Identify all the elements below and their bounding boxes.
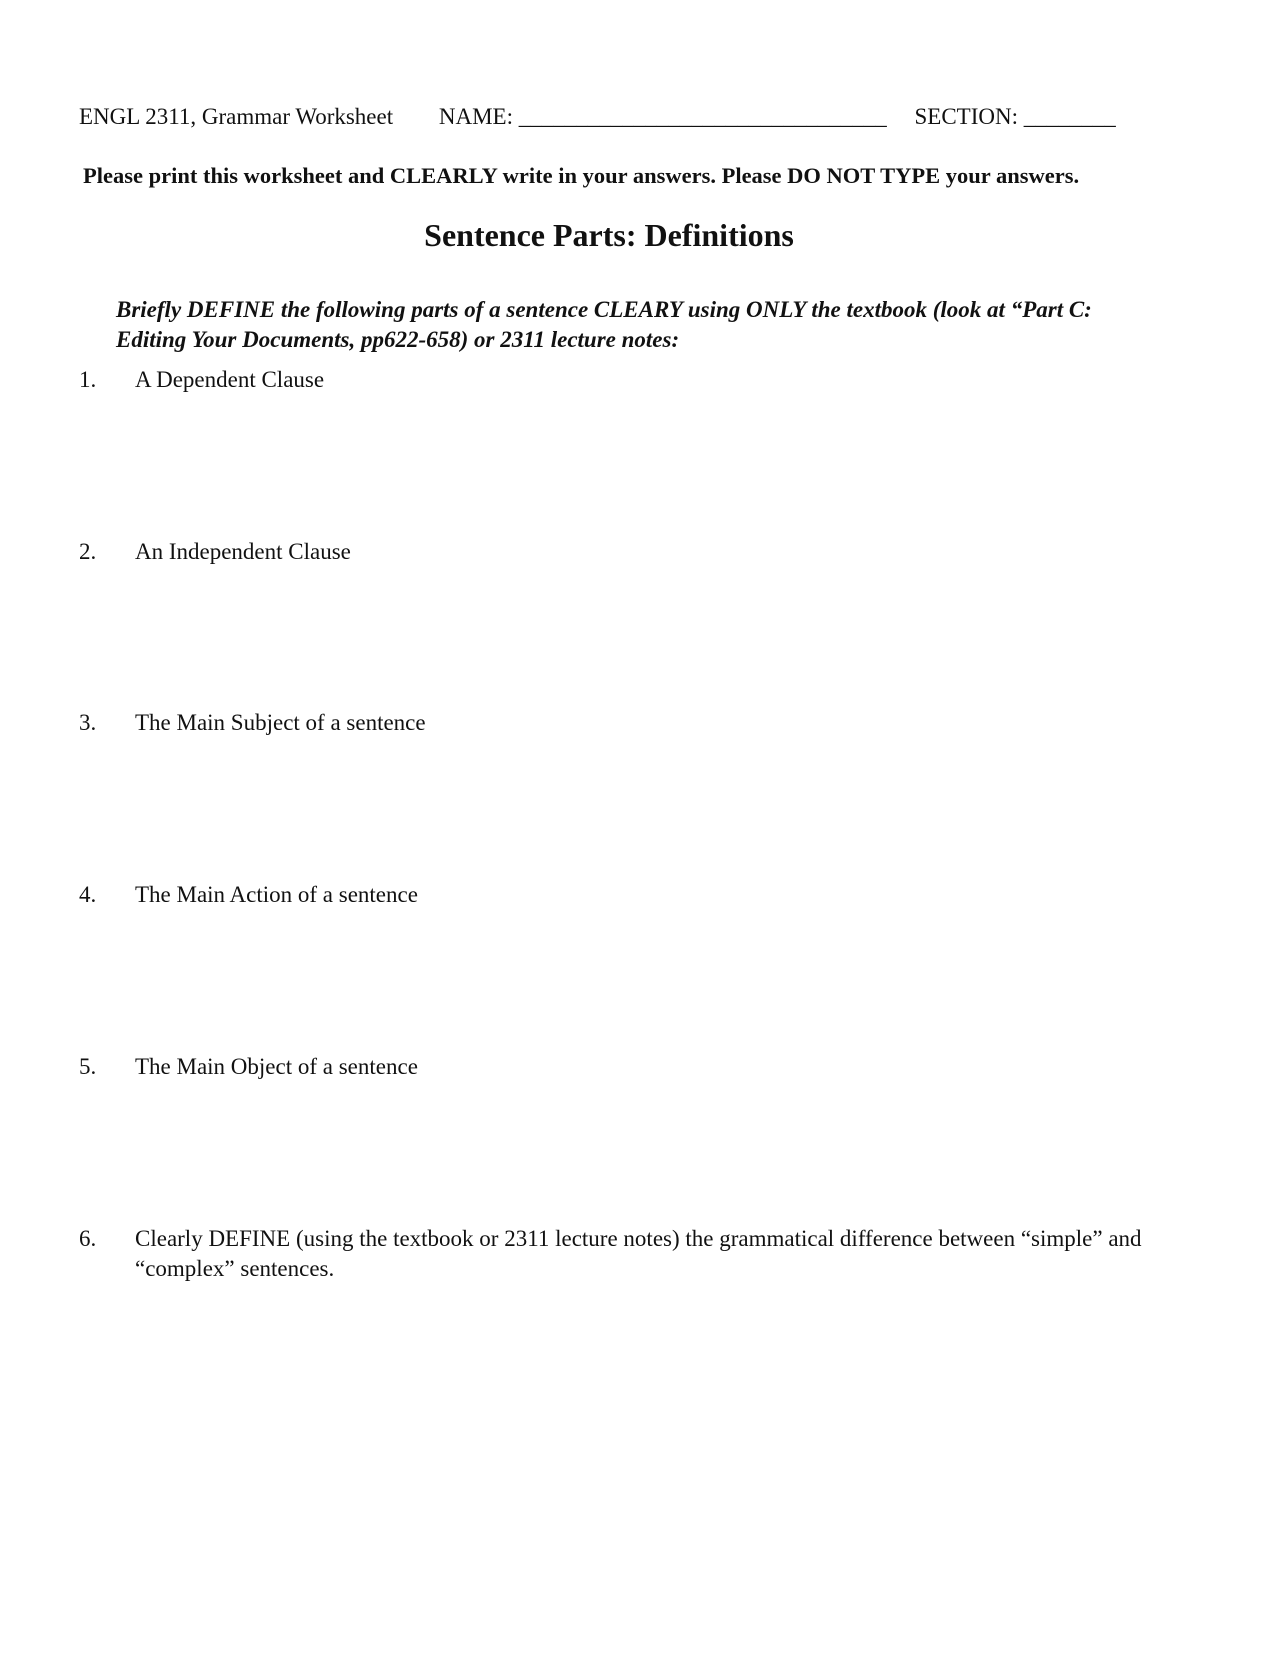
question-text: Clearly DEFINE (using the textbook or 2311 lecture notes) the grammatical difference between “simple” and “complex” sentences.: [135, 1226, 1142, 1281]
question-number: 6.: [79, 1226, 97, 1251]
print-instructions: Please print this worksheet and CLEARLY write in your answers. Please DO NOT TYPE your answers.: [83, 163, 1080, 188]
question-text: The Main Subject of a sentence: [135, 710, 426, 735]
name-field: NAME: ________________________________: [438, 104, 887, 129]
page-title: Sentence Parts: Definitions: [424, 217, 794, 253]
question-number: 3.: [79, 710, 97, 735]
question-text: The Main Object of a sentence: [135, 1054, 418, 1079]
section-field: SECTION: ________: [914, 104, 1116, 129]
course-title: ENGL 2311, Grammar Worksheet: [79, 104, 394, 129]
question-number: 1.: [79, 367, 97, 392]
question-text: The Main Action of a sentence: [135, 882, 418, 907]
question-text: An Independent Clause: [135, 539, 351, 564]
question-number: 2.: [79, 539, 97, 564]
directions-text: Briefly DEFINE the following parts of a sentence CLEARY using ONLY the textbook (look at “Part C: Editing Your Documents, pp622-658) or 2311 lecture notes:: [116, 297, 1092, 352]
question-text: A Dependent Clause: [135, 367, 325, 392]
question-number: 5.: [79, 1054, 97, 1079]
question-number: 4.: [79, 882, 97, 907]
worksheet-header: [79, 104, 1116, 130]
